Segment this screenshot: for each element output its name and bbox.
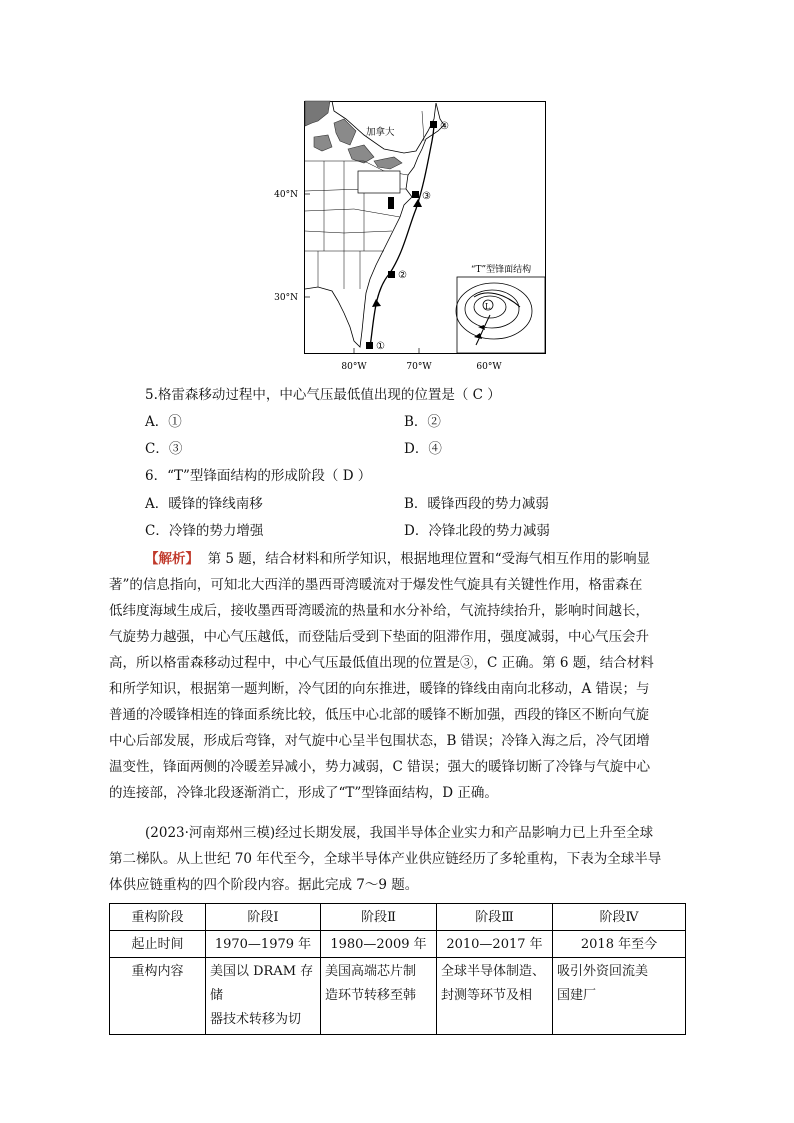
- station-3-label: ③: [422, 191, 431, 202]
- analysis-line-7: 中心后部发展，形成后弯锋，对气旋中心呈半包围状态，B 错误；冷锋入海之后，冷气团增: [109, 733, 650, 749]
- q6-option-b: B．暖锋西段的势力减弱: [404, 496, 549, 512]
- lat-label-30: 30°N: [274, 293, 298, 303]
- period-cell: 1970—1979 年: [206, 931, 321, 958]
- q6-option-c: C．冷锋的势力增强: [145, 523, 264, 539]
- q6-stem: 6．“T”型锋面结构的形成阶段（ D ）: [145, 468, 372, 484]
- content-cell: 吸引外资回流美 国建厂: [553, 958, 686, 1035]
- row-label-period: 起止时间: [110, 931, 206, 958]
- row-label-content: 重构内容: [110, 958, 206, 1035]
- station-4-marker: [430, 121, 437, 128]
- q5-option-b: B．②: [404, 414, 441, 430]
- station-3-marker: [412, 191, 419, 198]
- period-cell: 1980—2009 年: [321, 931, 437, 958]
- lon-label-70: 70°W: [406, 362, 432, 372]
- table-row: [110, 931, 686, 958]
- inset-low-label: L: [485, 302, 491, 311]
- lat-label-40: 40°N: [274, 190, 298, 200]
- analysis-line-2: 低纬度海域生成后，接收墨西哥湾暖流的热量和水分补给，气流持续抬升，影响时间越长，: [109, 603, 649, 619]
- q6-option-a: A．暖锋的锋线南移: [145, 496, 263, 512]
- period-cell: 2010—2017 年: [437, 931, 553, 958]
- intro-line-1: 第二梯队。从上世纪 70 年代至今，全球半导体产业供应链经历了多轮重构，下表为全球半导: [109, 851, 662, 867]
- analysis-line-0: 第 5 题，结合材料和所学知识，根据地理位置和“受海气相互作用的影响显: [207, 551, 651, 567]
- storm-track-map: [274, 101, 546, 372]
- analysis-line-3: 气旋势力越强，中心气压越低，而登陆后受到下垫面的阻滞作用，强度减弱，中心气压会升: [109, 629, 649, 645]
- q5-option-c: C．③: [145, 441, 183, 457]
- content-cell: 美国高端芯片制 造环节转移至韩: [321, 958, 437, 1035]
- table-header-cell: 阶段Ⅳ: [553, 904, 686, 931]
- table-header-row: [110, 904, 686, 931]
- content-cell: 全球半导体制造、 封测等环节及相: [437, 958, 553, 1035]
- analysis-line-5: 和所学知识，根据第一题判断，冷气团的向东推进，暖锋的锋线由南向北移动，A 错误；与: [109, 681, 650, 697]
- intro-line-2: 体供应链重构的四个阶段内容。据此完成 7～9 题。: [109, 877, 419, 893]
- intro-line-0: (2023·河南郑州三模)经过长期发展，我国半导体企业实力和产品影响力已上升至全球: [145, 825, 654, 841]
- inset-title: “T”型锋面结构: [470, 265, 532, 275]
- table-header-cell: 重构阶段: [110, 904, 206, 931]
- q6-option-d: D．冷锋北段的势力减弱: [404, 523, 550, 539]
- lon-label-80: 80°W: [341, 362, 367, 372]
- q5-option-a: A．①: [145, 414, 182, 430]
- station-4-label: ④: [440, 121, 449, 132]
- intro-paragraph: [109, 820, 685, 898]
- analysis-paragraph: [109, 546, 685, 806]
- canada-label: 加拿大: [366, 127, 395, 138]
- analysis-line-1: 著”的信息指向，可知北大西洋的墨西哥湾暖流对于爆发性气旋具有关键性作用，格雷森在: [109, 577, 643, 593]
- analysis-line-9: 的连接部，冷锋北段逐渐消亡，形成了“T”型锋面结构，D 正确。: [109, 785, 498, 801]
- analysis-tag: 【解析】: [145, 551, 199, 567]
- table-header-cell: 阶段Ⅲ: [437, 904, 553, 931]
- q5-option-d: D．④: [404, 441, 442, 457]
- q5-stem: 5.格雷森移动过程中，中心气压最低值出现的位置是（ C ）: [145, 387, 501, 403]
- station-1-marker: [366, 342, 373, 349]
- station-2-label: ②: [398, 270, 407, 281]
- analysis-line-4: 高，所以格雷森移动过程中，中心气压最低值出现的位置是③，C 正确。第 6 题，结合材料: [109, 655, 654, 671]
- analysis-line-6: 普通的冷暖锋相连的锋面系统比较，低压中心北部的暖锋不断加强，西段的锋区不断向气旋: [109, 707, 649, 723]
- table-header-cell: 阶段Ⅰ: [206, 904, 321, 931]
- station-1-label: ①: [376, 341, 385, 352]
- station-2-marker: [388, 271, 395, 278]
- supply-chain-table: [109, 903, 686, 1035]
- analysis-line-8: 温变性，锋面两侧的冷暖差异减小，势力减弱，C 错误；强大的暖锋切断了冷锋与气旋中心: [109, 759, 651, 775]
- period-cell: 2018 年至今: [553, 931, 686, 958]
- table-row: [110, 958, 686, 1035]
- lon-label-60: 60°W: [476, 362, 502, 372]
- table-header-cell: 阶段Ⅱ: [321, 904, 437, 931]
- content-cell: 美国以 DRAM 存储 器技术转移为切: [206, 958, 321, 1035]
